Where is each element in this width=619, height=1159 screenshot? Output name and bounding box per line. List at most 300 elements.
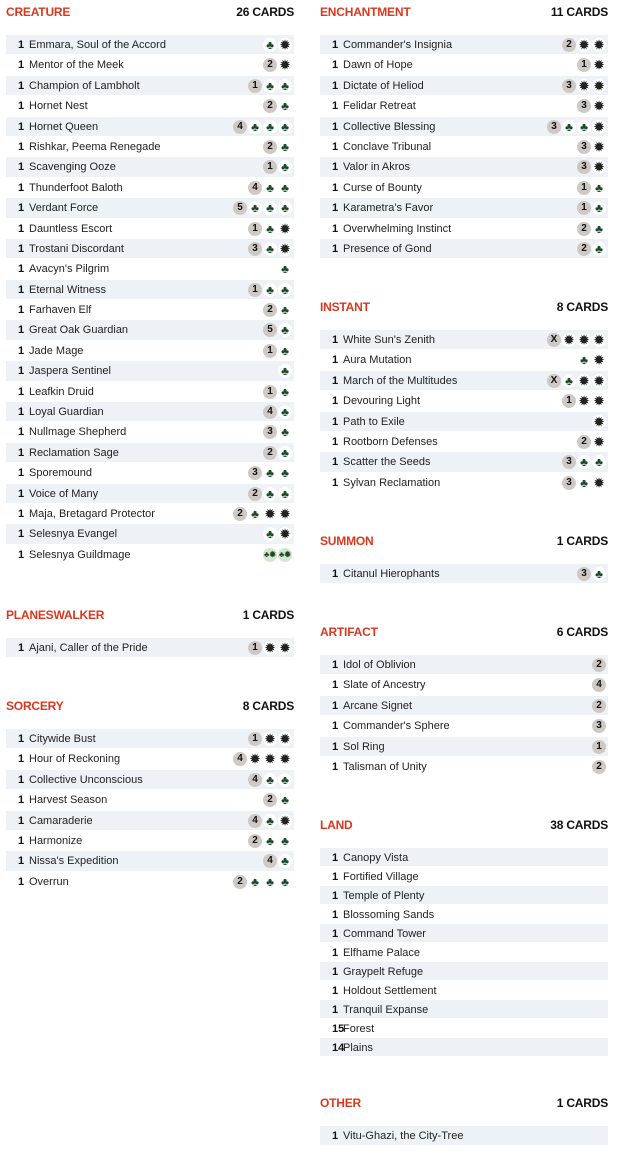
- card-quantity: 1: [18, 283, 25, 296]
- card-name-link[interactable]: Farhaven Elf: [29, 304, 92, 317]
- green-mana-tree-icon: ♣: [278, 344, 292, 358]
- mana-cost: [577, 567, 606, 581]
- card-quantity: 1: [332, 395, 339, 408]
- card-name-link[interactable]: Sol Ring: [343, 740, 385, 753]
- generic-mana-number: 3: [263, 425, 277, 439]
- green-mana-tree-icon: ♣: [278, 364, 292, 378]
- card-name-link[interactable]: Sylvan Reclamation: [343, 476, 441, 489]
- card-row[interactable]: [320, 432, 608, 452]
- card-name-link[interactable]: Reclamation Sage: [29, 446, 119, 459]
- card-quantity: 1: [332, 947, 339, 959]
- mana-cost: [263, 140, 292, 154]
- card-row[interactable]: [6, 280, 294, 300]
- section-instant: [320, 297, 608, 490]
- card-quantity: 1: [332, 79, 339, 92]
- card-quantity: 1: [332, 202, 339, 215]
- card-name-link[interactable]: Commander's Insignia: [343, 39, 453, 51]
- section-title: CREATURE: [6, 5, 71, 19]
- green-mana-tree-icon: ♣: [263, 834, 277, 848]
- card-row[interactable]: [320, 696, 608, 716]
- mana-cost: [248, 773, 292, 787]
- green-mana-tree-icon: ♣: [248, 507, 262, 521]
- card-name-link[interactable]: Ajani, Caller of the Pride: [29, 642, 148, 654]
- card-quantity: 1: [18, 120, 25, 133]
- card-name-link[interactable]: Graypelt Refuge: [343, 966, 424, 978]
- card-quantity: 1: [332, 720, 339, 733]
- card-name-link[interactable]: Scavenging Ooze: [29, 161, 116, 174]
- mana-cost: [592, 699, 606, 713]
- card-name-link[interactable]: Hornet Queen: [29, 120, 99, 133]
- card-row[interactable]: [6, 463, 294, 483]
- generic-mana-number: 2: [263, 793, 277, 807]
- mana-cost: [248, 242, 292, 256]
- card-name-link[interactable]: Dauntless Escort: [29, 222, 113, 235]
- white-mana-sun-icon: ✹: [593, 38, 605, 52]
- card-name-link[interactable]: Dictate of Heliod: [343, 79, 424, 92]
- card-row[interactable]: [320, 1000, 608, 1019]
- mana-cost: [278, 262, 292, 276]
- section-summon: [320, 531, 608, 581]
- green-mana-tree-icon: ♣: [278, 487, 292, 501]
- card-row[interactable]: [6, 76, 294, 96]
- white-mana-sun-icon: ✹: [279, 38, 291, 52]
- card-name-link[interactable]: Camaraderie: [29, 814, 93, 827]
- card-row[interactable]: [320, 1019, 608, 1038]
- card-row[interactable]: [6, 178, 294, 198]
- mana-cost: [248, 222, 292, 236]
- card-name-link[interactable]: Blossoming Sands: [343, 909, 435, 921]
- card-quantity: 1: [332, 740, 339, 753]
- card-name-link[interactable]: Hornet Nest: [29, 100, 88, 113]
- card-row[interactable]: [6, 219, 294, 239]
- generic-mana-number: 3: [577, 99, 591, 113]
- green-mana-tree-icon: ♣: [592, 567, 606, 581]
- card-name-link[interactable]: Harmonize: [29, 834, 83, 847]
- card-name-link[interactable]: Mentor of the Meek: [29, 59, 124, 72]
- card-quantity: 1: [18, 794, 25, 807]
- card-row[interactable]: [6, 259, 294, 279]
- mana-cost: [592, 658, 606, 672]
- white-mana-sun-icon: ✹: [279, 58, 291, 73]
- white-mana-sun-icon: ✹: [593, 99, 605, 114]
- card-row[interactable]: [320, 219, 608, 239]
- card-row[interactable]: [6, 320, 294, 340]
- card-quantity: 1: [18, 446, 25, 459]
- card-name-link[interactable]: Canopy Vista: [343, 852, 409, 864]
- card-row[interactable]: [320, 905, 608, 924]
- card-row[interactable]: [320, 716, 608, 736]
- card-list: [320, 564, 608, 584]
- card-name-link[interactable]: Jade Mage: [29, 344, 84, 357]
- section-title: INSTANT: [320, 300, 370, 314]
- card-name-link[interactable]: Loyal Guardian: [29, 406, 104, 419]
- card-quantity: 1: [18, 324, 25, 337]
- section-count: 8 CARDS: [556, 300, 608, 314]
- card-quantity: 1: [332, 568, 339, 580]
- card-name-link[interactable]: Citywide Bust: [29, 733, 96, 745]
- section-header: [6, 605, 294, 625]
- card-name-link[interactable]: Vitu-Ghazi, the City-Tree: [343, 1130, 464, 1142]
- card-row[interactable]: [320, 473, 608, 493]
- card-row[interactable]: [6, 851, 294, 871]
- card-name-link[interactable]: Nissa's Expedition: [29, 855, 119, 868]
- card-row[interactable]: [6, 239, 294, 259]
- card-quantity: 1: [332, 760, 339, 773]
- card-row[interactable]: [6, 638, 294, 658]
- card-name-link[interactable]: Rishkar, Peema Renegade: [29, 140, 161, 153]
- card-row[interactable]: [320, 117, 608, 137]
- mana-cost: [592, 719, 606, 733]
- generic-mana-number: 2: [577, 222, 591, 236]
- mana-cost: [547, 120, 606, 134]
- card-name-link[interactable]: Overwhelming Instinct: [343, 222, 452, 235]
- card-name-link[interactable]: Selesnya Evangel: [29, 528, 118, 541]
- generic-mana-number: 2: [233, 875, 247, 889]
- card-row[interactable]: [320, 137, 608, 157]
- generic-mana-number: 3: [577, 140, 591, 154]
- card-row[interactable]: [320, 198, 608, 218]
- card-quantity: 1: [18, 548, 25, 561]
- card-row[interactable]: [6, 55, 294, 75]
- card-quantity: 1: [18, 814, 25, 827]
- green-mana-tree-icon: ♣: [263, 120, 277, 134]
- card-row[interactable]: [320, 943, 608, 962]
- mana-cost: [263, 548, 292, 562]
- card-name-link[interactable]: Command Tower: [343, 928, 426, 940]
- card-row[interactable]: [6, 790, 294, 810]
- white-mana-sun-icon: ✹: [593, 119, 605, 134]
- card-row[interactable]: [6, 137, 294, 157]
- card-name-link[interactable]: Arcane Signet: [343, 699, 413, 712]
- green-mana-tree-icon: ♣: [592, 455, 606, 469]
- card-row[interactable]: [320, 867, 608, 886]
- card-row[interactable]: [6, 198, 294, 218]
- green-mana-tree-icon: ♣: [278, 120, 292, 134]
- white-mana-sun-icon: ✹: [593, 353, 605, 368]
- mana-cost: [577, 58, 606, 72]
- generic-mana-number: 4: [263, 405, 277, 419]
- card-row[interactable]: [320, 96, 608, 116]
- card-row[interactable]: [6, 484, 294, 504]
- card-name-link[interactable]: Path to Exile: [343, 415, 405, 428]
- card-list: [320, 848, 608, 1057]
- generic-mana-number: 3: [562, 79, 576, 93]
- card-row[interactable]: [320, 330, 608, 350]
- card-quantity: 1: [332, 354, 339, 367]
- card-quantity: 15: [332, 1023, 345, 1035]
- card-row[interactable]: [6, 117, 294, 137]
- card-row[interactable]: [320, 564, 608, 584]
- card-row[interactable]: [320, 157, 608, 177]
- card-name-link[interactable]: Felidar Retreat: [343, 100, 416, 113]
- card-quantity: 1: [332, 161, 339, 174]
- card-name-link[interactable]: Karametra's Favor: [343, 202, 434, 215]
- green-mana-tree-icon: ♣: [278, 323, 292, 337]
- green-mana-tree-icon: ♣: [278, 385, 292, 399]
- mana-cost: [263, 160, 292, 174]
- generic-mana-number: 2: [592, 699, 606, 713]
- mana-cost: [248, 641, 292, 655]
- card-row[interactable]: [6, 443, 294, 463]
- card-quantity: 1: [332, 928, 339, 940]
- card-row[interactable]: [320, 981, 608, 1000]
- card-name-link[interactable]: Thunderfoot Baloth: [29, 181, 123, 194]
- mana-cost: [263, 793, 292, 807]
- generic-mana-number: 3: [592, 719, 606, 733]
- card-name-link[interactable]: Avacyn's Pilgrim: [29, 263, 110, 276]
- card-name-link[interactable]: Commander's Sphere: [343, 720, 450, 733]
- green-mana-tree-icon: ♣: [278, 262, 292, 276]
- card-quantity: 1: [332, 181, 339, 194]
- card-name-link[interactable]: Eternal Witness: [29, 283, 107, 296]
- mana-cost: [592, 760, 606, 774]
- generic-mana-number: 1: [248, 732, 262, 746]
- card-quantity: 1: [332, 699, 339, 712]
- card-name-link[interactable]: Dawn of Hope: [343, 59, 413, 72]
- mana-cost: [233, 752, 292, 766]
- card-row[interactable]: [320, 848, 608, 867]
- section-title: LAND: [320, 818, 353, 832]
- green-mana-tree-icon: ♣: [278, 834, 292, 848]
- card-name-link[interactable]: Rootborn Defenses: [343, 435, 438, 448]
- card-row[interactable]: [320, 239, 608, 259]
- mana-cost: [592, 740, 606, 754]
- generic-mana-number: 1: [562, 394, 576, 408]
- green-mana-tree-icon: ♣: [263, 283, 277, 297]
- card-quantity: 1: [332, 456, 339, 469]
- card-row[interactable]: [320, 655, 608, 675]
- card-quantity: 1: [332, 679, 339, 692]
- white-mana-sun-icon: ✹: [578, 394, 590, 409]
- card-row[interactable]: [6, 300, 294, 320]
- card-name-link[interactable]: Trostani Discordant: [29, 242, 124, 255]
- green-mana-tree-icon: ♣: [278, 793, 292, 807]
- card-row[interactable]: [320, 452, 608, 472]
- card-name-link[interactable]: Scatter the Seeds: [343, 456, 431, 469]
- card-quantity: 1: [18, 365, 25, 378]
- card-quantity: 1: [332, 334, 339, 346]
- card-row[interactable]: [6, 729, 294, 749]
- card-quantity: 1: [18, 222, 25, 235]
- card-quantity: 1: [18, 855, 25, 868]
- card-name-link[interactable]: Sporemound: [29, 467, 92, 480]
- card-quantity: 1: [18, 304, 25, 317]
- card-name-link[interactable]: Verdant Force: [29, 202, 99, 215]
- green-mana-tree-icon: ♣: [278, 283, 292, 297]
- section-header: [6, 2, 294, 22]
- white-mana-sun-icon: ✹: [279, 241, 291, 256]
- card-name-link[interactable]: Champion of Lambholt: [29, 79, 140, 92]
- card-list: [320, 1126, 608, 1146]
- green-mana-tree-icon: ♣: [278, 201, 292, 215]
- card-row[interactable]: [6, 422, 294, 442]
- green-mana-tree-icon: ♣: [263, 242, 277, 256]
- card-name-link[interactable]: Conclave Tribunal: [343, 140, 432, 153]
- card-row[interactable]: [320, 737, 608, 757]
- card-row[interactable]: [6, 749, 294, 769]
- card-name-link[interactable]: Citanul Hierophants: [343, 568, 440, 580]
- card-quantity: 1: [18, 140, 25, 153]
- mana-cost: [248, 466, 292, 480]
- card-row[interactable]: [320, 962, 608, 981]
- green-mana-tree-icon: ♣: [263, 466, 277, 480]
- card-quantity: 1: [332, 435, 339, 448]
- card-name-link[interactable]: Presence of Gond: [343, 242, 432, 255]
- card-row[interactable]: [320, 1126, 608, 1146]
- card-row[interactable]: [6, 770, 294, 790]
- generic-mana-number: 4: [592, 678, 606, 692]
- green-mana-tree-icon: ♣: [562, 120, 576, 134]
- green-mana-tree-icon: ♣: [263, 38, 277, 52]
- section-count: 11 CARDS: [550, 5, 608, 19]
- generic-mana-number: 1: [592, 740, 606, 754]
- card-quantity: 1: [332, 871, 339, 883]
- card-name-link[interactable]: Elfhame Palace: [343, 947, 421, 959]
- card-row[interactable]: [320, 886, 608, 905]
- card-name-link[interactable]: Forest: [343, 1023, 375, 1035]
- generic-mana-number: 3: [248, 242, 262, 256]
- green-mana-tree-icon: ♣: [577, 120, 591, 134]
- card-name-link[interactable]: Temple of Plenty: [343, 890, 425, 902]
- white-mana-sun-icon: ✹: [593, 78, 605, 93]
- card-quantity: 1: [18, 733, 25, 745]
- white-mana-sun-icon: ✹: [279, 732, 291, 746]
- card-row[interactable]: [6, 157, 294, 177]
- section-title: PLANESWALKER: [6, 608, 105, 622]
- card-row[interactable]: [320, 757, 608, 777]
- card-row[interactable]: [320, 675, 608, 695]
- generic-mana-number: 2: [233, 507, 247, 521]
- card-name-link[interactable]: Maja, Bretagard Protector: [29, 507, 155, 520]
- generic-mana-number: 5: [233, 201, 247, 215]
- card-name-link[interactable]: Nullmage Shepherd: [29, 426, 127, 439]
- card-name-link[interactable]: Leafkin Druid: [29, 385, 94, 398]
- card-row[interactable]: [6, 361, 294, 381]
- card-row[interactable]: [320, 412, 608, 432]
- generic-mana-x: X: [547, 374, 561, 388]
- mana-cost: [577, 99, 606, 113]
- card-row[interactable]: [6, 872, 294, 892]
- card-quantity: 1: [332, 909, 339, 921]
- card-name-link[interactable]: Slate of Ancestry: [343, 679, 426, 692]
- green-mana-tree-icon: ♣: [263, 79, 277, 93]
- card-name-link[interactable]: White Sun's Zenith: [343, 334, 435, 346]
- card-row[interactable]: [6, 341, 294, 361]
- mana-cost: [263, 58, 292, 72]
- card-name-link[interactable]: Emmara, Soul of the Accord: [29, 39, 166, 51]
- hybrid-mana-icon: ♣✹: [263, 548, 277, 562]
- card-row[interactable]: [6, 96, 294, 116]
- card-name-link[interactable]: Voice of Many: [29, 487, 99, 500]
- card-row[interactable]: [320, 371, 608, 391]
- mana-cost: [577, 140, 606, 154]
- card-name-link[interactable]: Valor in Akros: [343, 161, 411, 174]
- card-name-link[interactable]: Holdout Settlement: [343, 985, 437, 997]
- card-quantity: 1: [332, 985, 339, 997]
- card-row[interactable]: [6, 831, 294, 851]
- green-mana-tree-icon: ♣: [278, 466, 292, 480]
- white-mana-sun-icon: ✹: [279, 527, 291, 542]
- generic-mana-number: 3: [547, 120, 561, 134]
- card-quantity: 1: [18, 507, 25, 520]
- white-mana-sun-icon: ✹: [264, 732, 276, 746]
- card-name-link[interactable]: March of the Multitudes: [343, 374, 458, 387]
- green-mana-tree-icon: ♣: [278, 446, 292, 460]
- card-row[interactable]: [6, 402, 294, 422]
- mana-cost: [233, 201, 292, 215]
- card-name-link[interactable]: Fortified Village: [343, 871, 419, 883]
- card-name-link[interactable]: Overrun: [29, 875, 69, 888]
- card-name-link[interactable]: Aura Mutation: [343, 354, 412, 367]
- card-name-link[interactable]: Collective Blessing: [343, 120, 436, 133]
- generic-mana-number: 1: [263, 344, 277, 358]
- section-title: SORCERY: [6, 699, 64, 713]
- card-list: [6, 638, 294, 658]
- card-row[interactable]: [6, 504, 294, 524]
- generic-mana-number: 4: [248, 773, 262, 787]
- card-name-link[interactable]: Harvest Season: [29, 794, 108, 807]
- mana-cost: [278, 364, 292, 378]
- green-mana-tree-icon: ♣: [248, 120, 262, 134]
- section-count: 26 CARDS: [236, 5, 294, 19]
- section-title: ENCHANTMENT: [320, 5, 411, 19]
- green-mana-tree-icon: ♣: [278, 181, 292, 195]
- section-enchantment: [320, 2, 608, 256]
- card-name-link[interactable]: Idol of Oblivion: [343, 659, 416, 671]
- card-row[interactable]: [320, 178, 608, 198]
- card-row[interactable]: [320, 1038, 608, 1057]
- card-row[interactable]: [320, 76, 608, 96]
- card-row[interactable]: [320, 924, 608, 943]
- card-name-link[interactable]: Plains: [343, 1042, 373, 1054]
- mana-cost: [592, 678, 606, 692]
- card-row[interactable]: [6, 524, 294, 544]
- card-name-link[interactable]: Devouring Light: [343, 395, 421, 408]
- mana-cost: [577, 222, 606, 236]
- card-row[interactable]: [6, 811, 294, 831]
- card-name-link[interactable]: Tranquil Expanse: [343, 1004, 429, 1016]
- card-quantity: 1: [18, 202, 25, 215]
- green-mana-tree-icon: ♣: [577, 353, 591, 367]
- section-other: [320, 1093, 608, 1142]
- card-row[interactable]: [6, 382, 294, 402]
- card-row[interactable]: [6, 545, 294, 565]
- card-row[interactable]: [320, 391, 608, 411]
- green-mana-tree-icon: ♣: [248, 875, 262, 889]
- mana-cost: [263, 385, 292, 399]
- card-name-link[interactable]: Selesnya Guildmage: [29, 548, 131, 561]
- mana-cost: [248, 732, 292, 746]
- card-row[interactable]: [320, 55, 608, 75]
- section-header: [320, 297, 608, 317]
- card-name-link[interactable]: Talisman of Unity: [343, 760, 427, 773]
- generic-mana-number: 5: [263, 323, 277, 337]
- white-mana-sun-icon: ✹: [264, 752, 276, 767]
- card-row[interactable]: [6, 35, 294, 55]
- generic-mana-number: 1: [577, 201, 591, 215]
- green-mana-tree-icon: ♣: [592, 242, 606, 256]
- card-name-link[interactable]: Curse of Bounty: [343, 181, 422, 194]
- card-quantity: 1: [18, 426, 25, 439]
- card-name-link[interactable]: Great Oak Guardian: [29, 324, 129, 337]
- card-row[interactable]: [320, 350, 608, 370]
- card-name-link[interactable]: Collective Unconscious: [29, 773, 143, 786]
- card-name-link[interactable]: Jaspera Sentinel: [29, 365, 111, 378]
- card-row[interactable]: [320, 35, 608, 55]
- section-planeswalker: [6, 605, 294, 655]
- generic-mana-number: 3: [577, 567, 591, 581]
- card-name-link[interactable]: Hour of Reckoning: [29, 753, 121, 766]
